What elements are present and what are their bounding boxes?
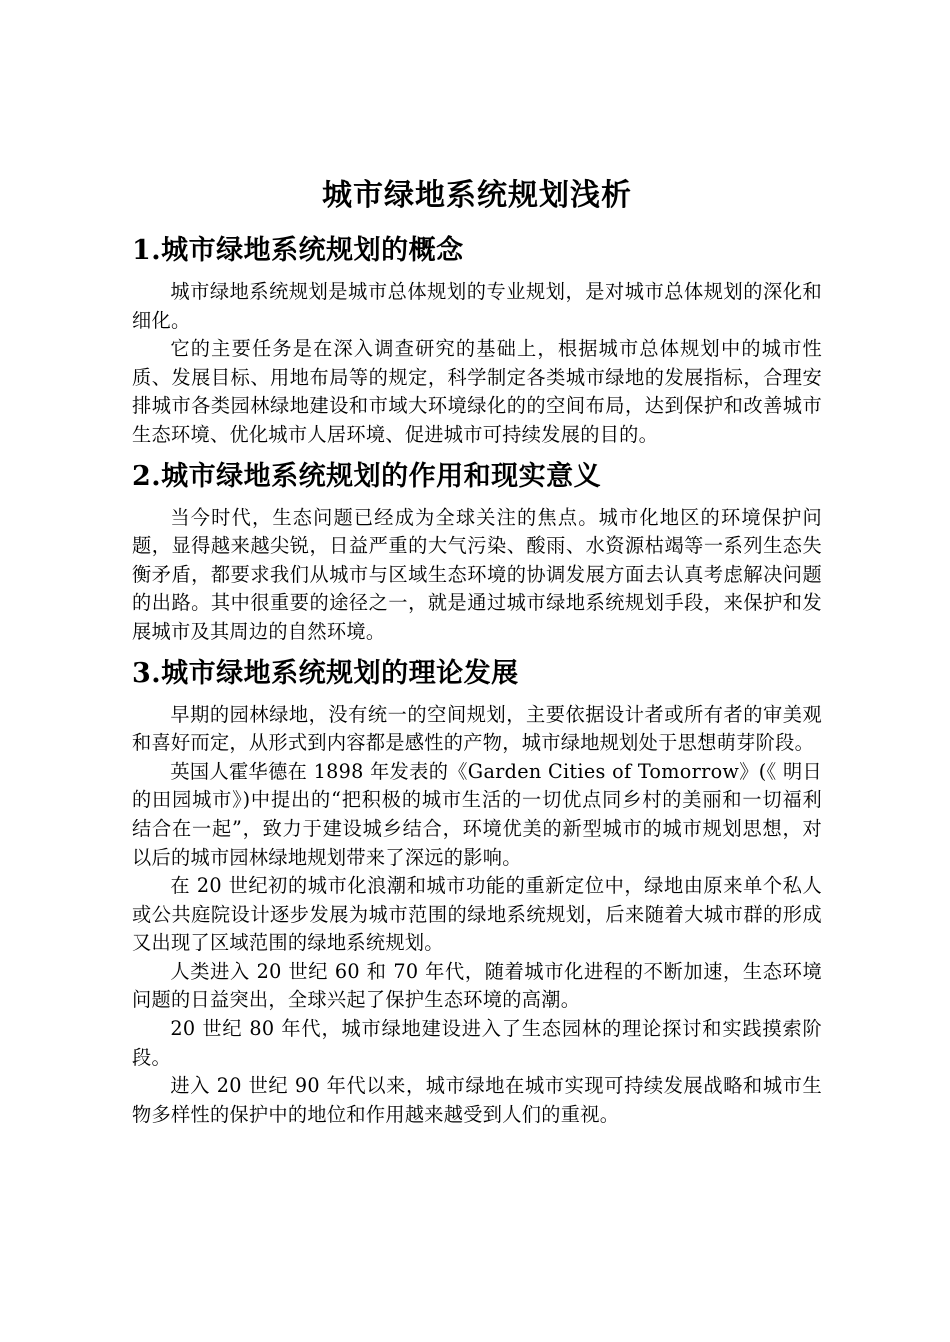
paragraph: 20 世纪 80 年代，城市绿地建设进入了生态园林的理论探讨和实践摸索阶段。 (132, 1017, 822, 1069)
section-heading: 3.城市绿地系统规划的理论发展 (132, 657, 519, 689)
paragraph: 城市绿地系统规划是城市总体规划的专业规划，是对城市总体规划的深化和细化。 (132, 280, 822, 332)
paragraph: 它的主要任务是在深入调查研究的基础上，根据城市总体规划中的城市性质、发展目标、用地布局等的规定，科学制定各类城市绿地的发展指标，合理安排城市各类园林绿地建设和市域大环境绿化的的空间布局，达到保护和改善城市生态环境、优化城市人居环境、促进城市可持续发展的目的。 (132, 337, 822, 446)
paragraph: 英国人霍华德在 1898 年发表的《Garden Cities of Tomorrow》(《 明日的田园城市》)中提出的“把积极的城市生活的一切优点同乡村的美丽和一切福利结合在一起”，致力于建设城乡结合，环境优美的新型城市的城市规划思想，对以后的城市园林绿地规划带来了深远的影响。 (132, 759, 822, 869)
paragraph: 人类进入 20 世纪 60 和 70 年代，随着城市化进程的不断加速，生态环境问题的日益突出，全球兴起了保护生态环境的高潮。 (132, 959, 822, 1012)
section-2 (132, 456, 822, 647)
section-heading: 1.城市绿地系统规划的概念 (132, 235, 464, 266)
document-body (132, 168, 822, 1129)
paragraph: 当今时代，生态问题已经成为全球关注的焦点。城市化地区的环境保护问题，显得越来越尖锐，日益严重的大气污染、酸雨、水资源枯竭等一系列生态失衡矛盾，都要求我们从城市与区域生态环境的协调发展方面去认真考虑解决问题的出路。其中很重要的途径之一，就是通过城市绿地系统规划手段，来保护和发展城市及其周边的自然环境。 (132, 505, 822, 643)
paragraph: 进入 20 世纪 90 年代以来，城市绿地在城市实现可持续发展战略和城市生物多样性的保护中的地位和作用越来越受到人们的重视。 (132, 1074, 822, 1126)
paragraph: 早期的园林绿地，没有统一的空间规划，主要依据设计者或所有者的审美观和喜好而定，从形式到内容都是感性的产物，城市绿地规划处于思想萌芽阶段。 (132, 702, 822, 755)
section-3 (132, 653, 822, 1130)
section-heading: 2.城市绿地系统规划的作用和现实意义 (132, 460, 602, 492)
section-1 (132, 230, 822, 450)
document-title: 城市绿地系统规划浅析 (322, 178, 632, 213)
paragraph: 在 20 世纪初的城市化浪潮和城市功能的重新定位中，绿地由原来单个私人或公共庭院设计逐步发展为城市范围的绿地系统规划，后来随着大城市群的形成又出现了区域范围的绿地系统规划。 (132, 874, 822, 955)
